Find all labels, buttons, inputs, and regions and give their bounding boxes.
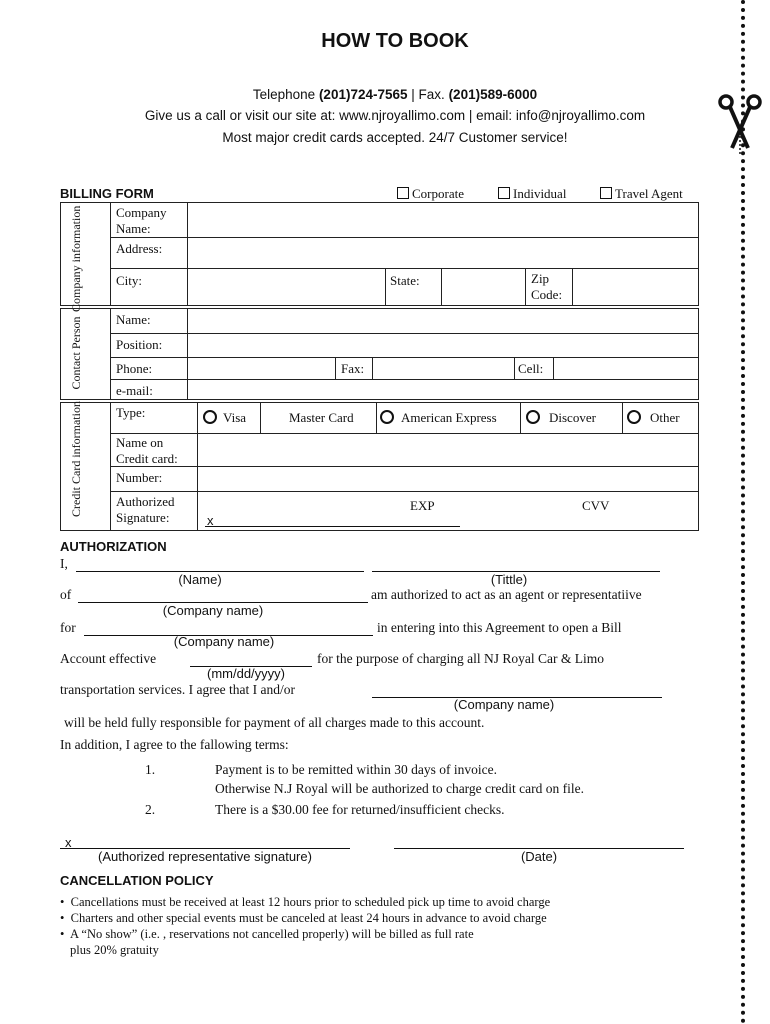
fax-number: (201)589-6000 <box>448 87 538 102</box>
credit-card-side-label: Credit Card information <box>69 401 83 517</box>
city-label: City: <box>116 273 143 288</box>
term-1-text-a: Payment is to be remitted within 30 days of invoice. <box>215 762 497 777</box>
name-on-card-label: Name on Credit card: <box>116 435 178 466</box>
cvv-label: CVV <box>582 498 610 513</box>
option-individual[interactable]: Individual <box>498 186 566 202</box>
cancellation-continuation: plus 20% gratuity <box>70 943 159 957</box>
cancellation-item: • A “No show” (i.e. , reservations not cancelled properly) will be billed as full rate <box>60 927 474 941</box>
auth-for-label: for <box>60 620 76 635</box>
cancellation-item: • Charters and other special events must be canceled at least 24 hours in advance to avoid charge <box>60 911 547 925</box>
checkbox-icon[interactable] <box>498 187 510 199</box>
auth-of-label: of <box>60 587 72 602</box>
type-label: Type: <box>116 405 146 420</box>
state-field[interactable] <box>442 269 524 305</box>
term-2-number: 2. <box>145 802 156 817</box>
authorized-signature-label: Authorized Signature: <box>116 494 175 525</box>
date-caption: (mm/dd/yyyy) <box>207 666 285 681</box>
phone-field[interactable] <box>188 358 334 378</box>
radio-icon[interactable] <box>203 410 217 424</box>
position-field[interactable] <box>188 334 698 356</box>
state-label: State: <box>390 273 420 288</box>
billing-form-heading: BILLING FORM <box>60 186 154 201</box>
name-on-card-field[interactable] <box>198 434 698 465</box>
fax-field[interactable] <box>373 358 513 378</box>
company-info-side-label: Company information <box>69 205 83 312</box>
address-label: Address: <box>116 241 163 256</box>
term-1-text-b: Otherwise N.J Royal will be authorized to charge credit card on file. <box>215 781 585 796</box>
contact-cards-line: Most major credit cards accepted. 24/7 Customer service! <box>222 130 568 145</box>
telephone-number[interactable]: (201)724-7565 <box>318 87 408 102</box>
page-title: HOW TO BOOK <box>321 30 469 52</box>
contact-phone-line: Telephone (201)724-7565 | Fax. (201)589-6000 <box>252 87 538 102</box>
radio-icon[interactable] <box>526 410 540 424</box>
company-caption-1: (Company name) <box>162 603 264 618</box>
agent-text: am authorized to act as an agent or representatiive <box>371 587 642 602</box>
cancellation-heading: CANCELLATION POLICY <box>60 873 214 888</box>
title-caption: (Tittle) <box>490 572 528 587</box>
entering-text: in entering into this Agreement to open a Bill <box>377 620 622 635</box>
name-field[interactable] <box>188 309 698 332</box>
rep-date-caption: (Date) <box>520 849 558 864</box>
option-corporate[interactable]: Corporate <box>397 186 464 202</box>
fax-label: Fax: <box>341 361 365 376</box>
cancellation-list <box>60 894 550 958</box>
checkbox-icon[interactable] <box>600 187 612 199</box>
email-label: e-mail: <box>116 383 153 398</box>
radio-icon[interactable] <box>627 410 641 424</box>
signature-line[interactable] <box>205 526 460 527</box>
rep-signature-caption: (Authorized representative signature) <box>98 849 312 864</box>
address-field[interactable] <box>188 238 698 267</box>
card-other[interactable]: Other <box>627 410 680 426</box>
company-caption-2: (Company name) <box>173 634 275 649</box>
authorization-heading: AUTHORIZATION <box>60 539 167 554</box>
card-american-express[interactable]: American Express <box>380 410 497 426</box>
contact-person-side-label: Contact Person <box>69 316 83 390</box>
rep-signature-x-mark: x <box>65 835 72 850</box>
transport-text: transportation services. I agree that I and/or <box>60 682 296 697</box>
card-discover[interactable]: Discover <box>526 410 596 426</box>
company-name-label: Company Name: <box>116 205 167 236</box>
cell-field[interactable] <box>554 358 698 378</box>
card-number-field[interactable] <box>198 467 698 490</box>
card-number-label: Number: <box>116 470 163 485</box>
card-mastercard[interactable]: Master Card <box>289 410 354 425</box>
radio-icon[interactable] <box>380 410 394 424</box>
signature-x-mark: x <box>207 513 214 528</box>
zip-field[interactable] <box>573 269 698 305</box>
responsible-text: will be held fully responsible for payment of all charges made to this account. <box>64 715 485 730</box>
contact-web-line: Give us a call or visit our site at: www.njroyallimo.com | email: info@njroyallimo.com <box>144 108 646 123</box>
terms-intro: In addition, I agree to the fallowing terms: <box>60 737 289 752</box>
company-caption-3: (Company name) <box>453 697 555 712</box>
exp-label: EXP <box>410 498 435 513</box>
name-caption: (Name) <box>178 572 222 587</box>
auth-i-label: I, <box>60 556 68 571</box>
card-visa[interactable]: Visa <box>203 410 246 426</box>
term-1-number: 1. <box>145 762 156 777</box>
option-travel-agent[interactable]: Travel Agent <box>600 186 683 202</box>
cancellation-item: • Cancellations must be received at least 12 hours prior to scheduled pick up time to avoid charge <box>60 895 551 909</box>
cell-label: Cell: <box>518 361 544 376</box>
purpose-text: for the purpose of charging all NJ Royal Car & Limo <box>317 651 604 666</box>
zip-label: Zip Code: <box>531 271 563 302</box>
checkbox-icon[interactable] <box>397 187 409 199</box>
term-2-text: There is a $30.00 fee for returned/insufficient checks. <box>215 802 505 817</box>
phone-label: Phone: <box>116 361 153 376</box>
name-label: Name: <box>116 312 151 327</box>
account-effective-label: Account effective <box>60 651 157 666</box>
email-field[interactable] <box>188 380 698 399</box>
company-name-field[interactable] <box>188 203 698 236</box>
city-field[interactable] <box>188 269 384 305</box>
position-label: Position: <box>116 337 163 352</box>
